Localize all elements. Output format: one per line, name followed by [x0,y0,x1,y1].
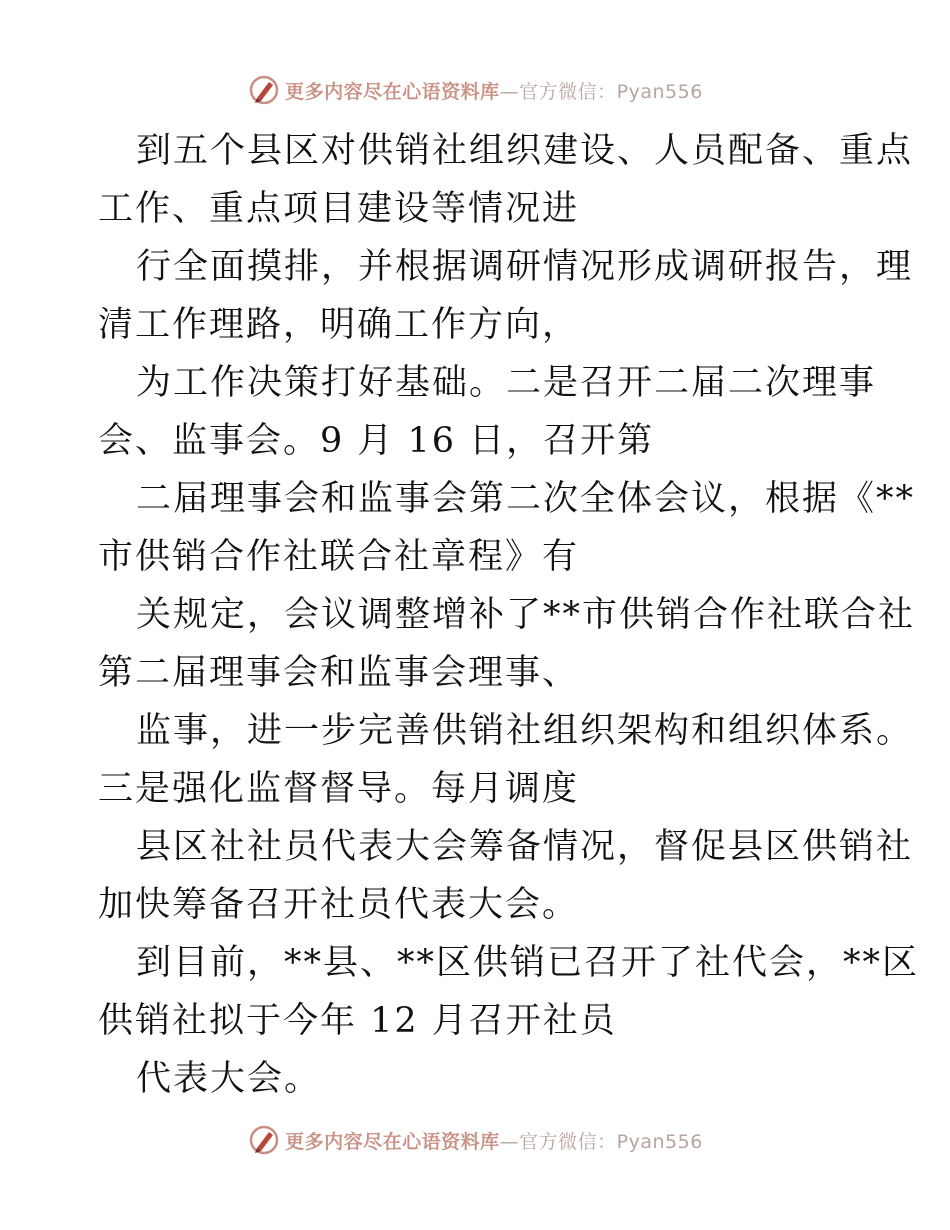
watermark-contact: —官方微信：Pyan556 [499,80,703,103]
watermark-main: 更多内容尽在心语资料库 [285,80,500,103]
body-line: 二届理事会和监事会第二次全体会议，根据《** [136,479,916,519]
body-line: 三是强化监督督导。每月调度 [98,769,580,809]
body-line: 第二届理事会和监事会理事、 [98,653,580,693]
body-line: 关规定，会议调整增补了**市供销合作社联合社 [136,595,916,635]
body-line: 市供销合作社联合社章程》有 [98,537,580,577]
pen-logo-icon [247,73,281,107]
watermark-text [285,77,703,104]
body-line: 代表大会。 [136,1059,322,1099]
body-line: 到五个县区对供销社组织建设、人员配备、重点 [136,131,914,171]
watermark-text [285,1127,703,1154]
document-body [98,122,920,1108]
body-line: 行全面摸排，并根据调研情况形成调研报告，理 [136,247,914,287]
body-line: 监事，进一步完善供销社组织架构和组织体系。 [136,711,914,751]
body-line: 会、监事会。9 月 16 日，召开第 [98,421,655,461]
body-line: 加快筹备召开社员代表大会。 [98,885,580,925]
watermark-main: 更多内容尽在心语资料库 [285,1130,500,1153]
body-line: 县区社社员代表大会筹备情况，督促县区供销社 [136,827,914,867]
watermark-contact: —官方微信：Pyan556 [499,1130,703,1153]
body-line: 清工作理路，明确工作方向， [98,305,580,345]
header-watermark [0,70,950,110]
body-line: 到目前，**县、**区供销已召开了社代会，**区 [136,943,920,983]
body-line: 工作、重点项目建设等情况进 [98,189,580,229]
footer-watermark [0,1120,950,1160]
pen-logo-icon [247,1123,281,1157]
body-line: 供销社拟于今年 12 月召开社员 [98,1001,617,1041]
body-line: 为工作决策打好基础。二是召开二届二次理事 [136,363,877,403]
